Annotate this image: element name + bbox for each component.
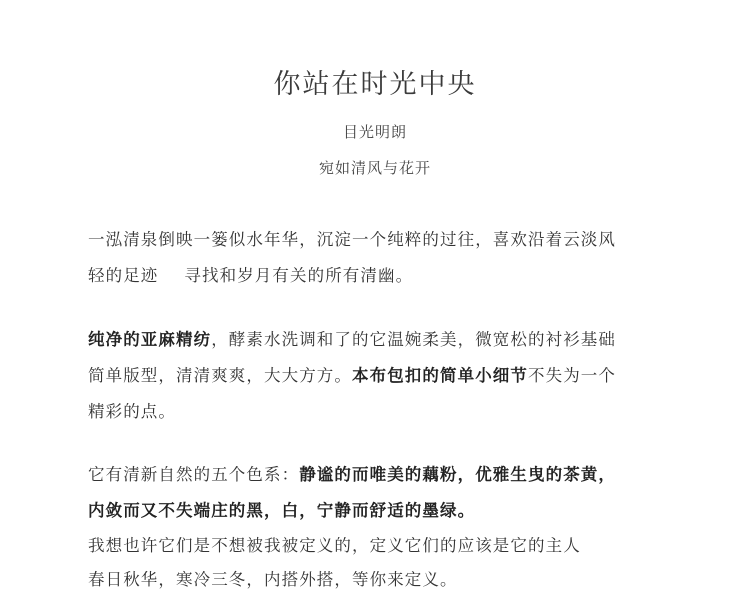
paragraph-fabric-line-3: 精彩的点。 — [88, 402, 176, 421]
bold-colors-1: 静谧的而唯美的藕粉，优雅生曳的茶黄， — [299, 465, 617, 484]
paragraph-colors — [88, 457, 678, 598]
paragraph-colors-line-1 — [88, 457, 678, 493]
paragraph-fabric-line-1 — [88, 322, 678, 358]
paragraph-intro-line-2b: 寻找和岁月有关的所有清幽。 — [184, 266, 414, 285]
colors-text-1: 它有清新自然的五个色系： — [88, 465, 300, 484]
bold-fabric-phrase: 纯净的亚麻精纺 — [88, 330, 212, 349]
bold-colors-2: 内敛而又不失端庄的黑，白，宁静而舒适的墨绿。 — [88, 501, 476, 520]
paragraph-colors-line-3: 我想也许它们是不想被我被定义的，定义它们的应该是它的主人 — [88, 536, 581, 555]
paragraph-intro-line-2a: 轻的足迹 — [88, 266, 159, 285]
paragraph-intro-line-2 — [88, 258, 678, 294]
paragraph-colors-line-4: 春日秋华，寒冷三冬，内搭外搭，等你来定义。 — [88, 570, 458, 589]
paragraph-intro — [88, 222, 678, 294]
subtitle-line-2: 宛如清风与花开 — [318, 159, 431, 177]
paragraph-fabric-line-2 — [88, 358, 678, 394]
fabric-text-2: 简单版型，清清爽爽，大大方方。 — [88, 366, 352, 385]
bold-button-phrase: 本布包扣的简单小细节 — [352, 366, 528, 385]
page-title: 你站在时光中央 — [273, 69, 477, 100]
fabric-text-3: 不失为一个 — [528, 366, 616, 385]
paragraph-fabric — [88, 322, 678, 430]
paragraph-intro-line-1: 一泓清泉倒映一篓似水年华，沉淀一个纯粹的过往，喜欢沿着云淡风 — [88, 230, 616, 249]
subtitle-line-1: 目光明朗 — [342, 123, 407, 141]
fabric-text-1: ，酵素水洗调和了的它温婉柔美，微宽松的衬衫基础 — [211, 330, 617, 349]
